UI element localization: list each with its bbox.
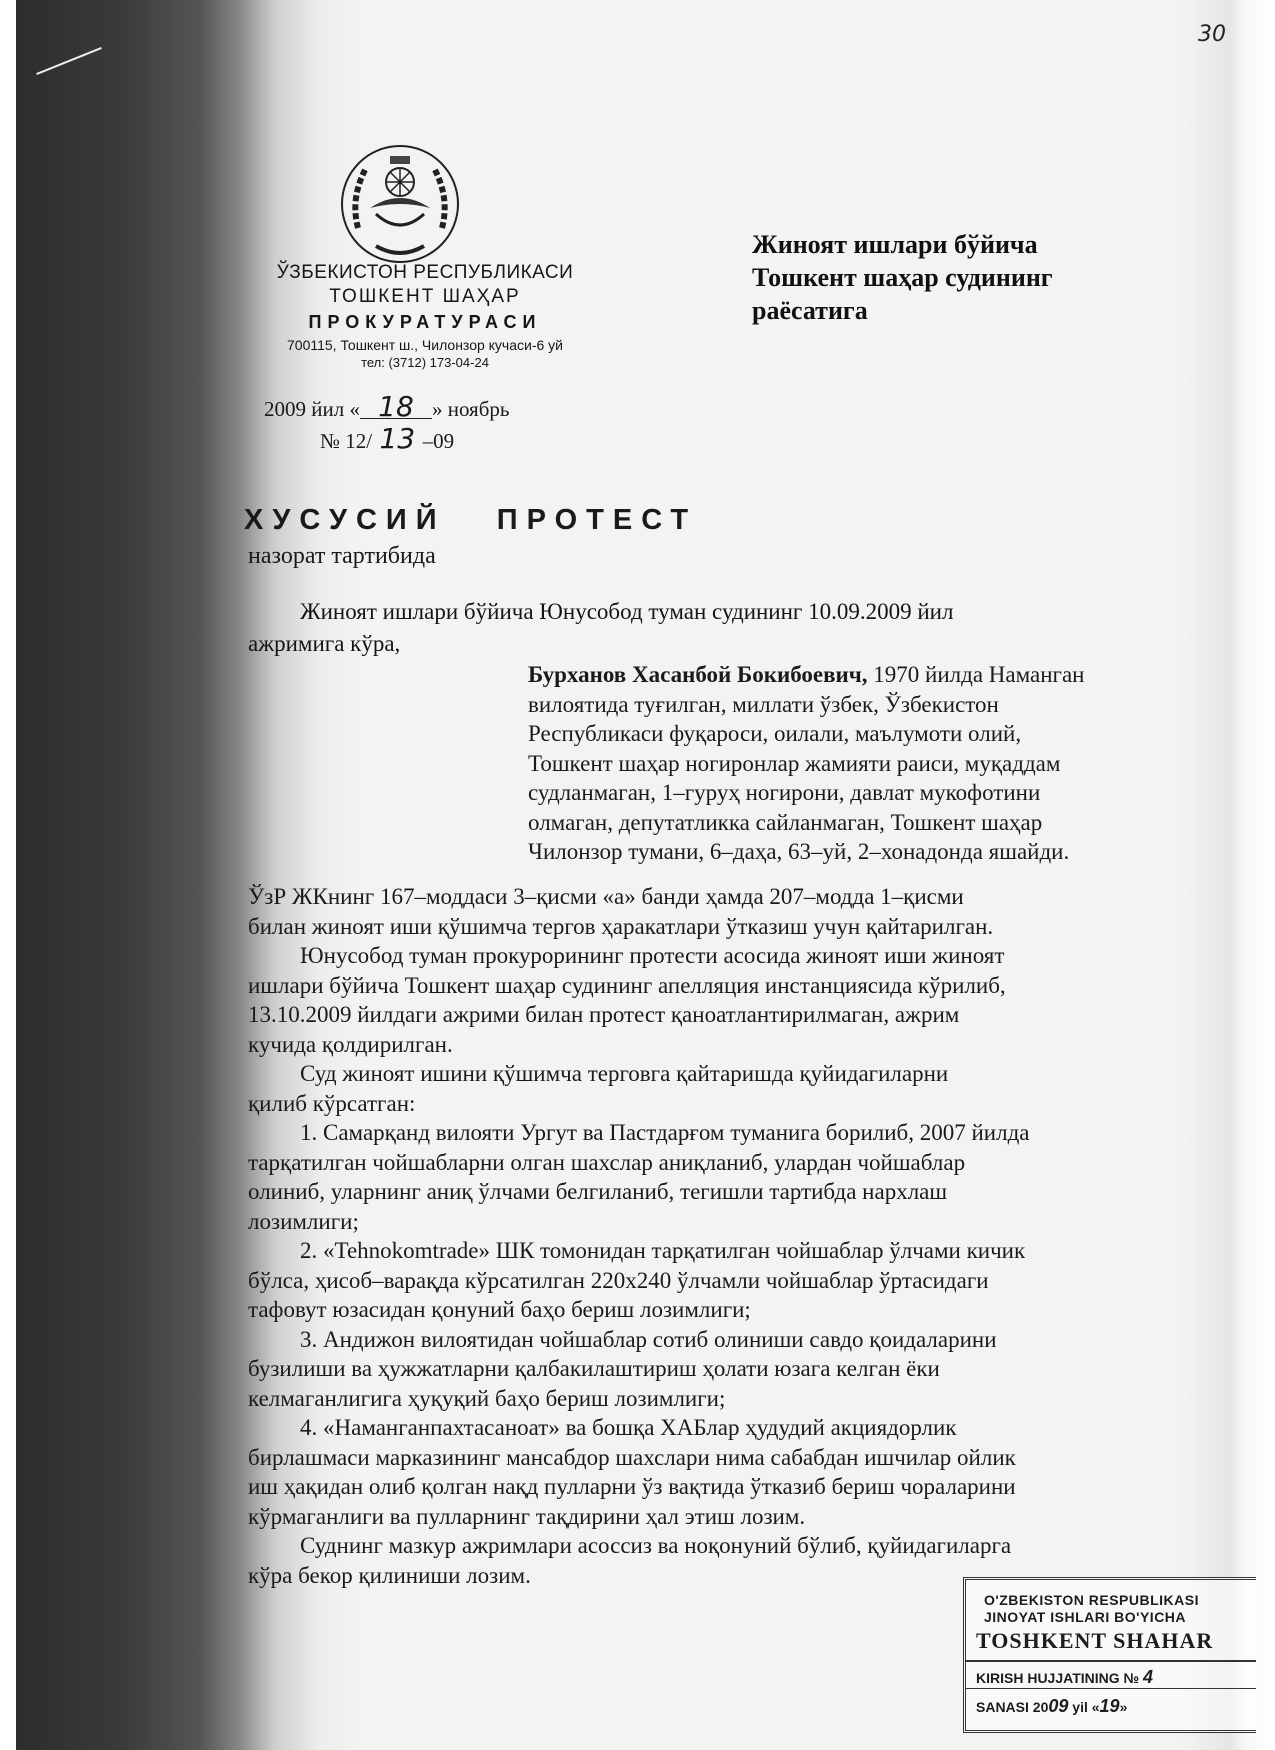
stamp-entry-handwritten: 4	[1143, 1667, 1154, 1687]
stamp-date-day-handwritten: 19	[1099, 1696, 1120, 1716]
document-number	[320, 422, 455, 455]
number-handwritten: 13	[379, 422, 416, 455]
date-day-handwritten: 18	[360, 396, 432, 419]
stamp-date-mid: yil «	[1068, 1699, 1100, 1715]
body-line: лозимлиги;	[248, 1208, 359, 1234]
number-suffix: –09	[422, 429, 455, 453]
addressee-line: Жиноят ишлари бўйича	[752, 230, 1038, 259]
document-subtitle: назорат тартибида	[248, 543, 436, 569]
stamp-line: TOSHKENT SHAHAR	[976, 1628, 1214, 1653]
document-date	[264, 390, 510, 423]
addressee-line: Тошкент шаҳар судининг	[752, 263, 1053, 292]
stamp-divider	[966, 1660, 1256, 1662]
body-line: кучида қолдирилган.	[248, 1031, 453, 1057]
body-line: ЎзР ЖКнинг 167–моддаси 3–қисми «а» банди ҳамда 207–модда 1–қисми	[248, 884, 964, 909]
date-suffix: » ноябрь	[431, 397, 510, 421]
stamp-entry-number	[976, 1667, 1153, 1688]
letterhead-phone: тел: (3712) 173-04-24	[361, 355, 489, 370]
letterhead-office: ПРОКУРАТУРАСИ	[308, 312, 542, 332]
letterhead-country: ЎЗБЕКИСТОН РЕСПУБЛИКАСИ	[276, 262, 574, 283]
pen-mark	[36, 47, 102, 75]
defendant-detail-line: Тошкент шаҳар ногиронлар жамияти раиси, муқаддам	[528, 750, 1061, 776]
defendant-details	[528, 660, 1238, 867]
addressee-line: раёсатига	[752, 296, 868, 325]
intro-line: Жиноят ишлари бўйича Юнусобод туман судининг 10.09.2009 йил	[300, 599, 954, 624]
defendant-detail-line: Чилонзор тумани, 6–даҳа, 63–уй, 2–хонадонда яшайди.	[528, 839, 1070, 864]
stamp-date-year-handwritten: 09	[1048, 1696, 1069, 1716]
defendant-detail-line: 1970 йилда Наманган	[867, 662, 1085, 687]
page-number: 30	[1198, 22, 1226, 47]
prosecutor-letterhead	[250, 262, 600, 370]
stamp-date-end: »	[1119, 1699, 1128, 1715]
body-line: иш ҳақидан олиб қолган нақд пулларни ўз вақтида ўтказиб бериш чораларини	[248, 1474, 1016, 1499]
body-line: тарқатилган чойшабларни олган шахслар аниқланиб, улардан чойшаблар	[248, 1149, 966, 1175]
number-prefix: № 12/	[320, 429, 373, 453]
registration-stamp	[963, 1577, 1256, 1733]
body-line: кўра бекор қилиниши лозим.	[248, 1562, 531, 1588]
letterhead-address: 700115, Тошкент ш., Чилонзор кучаси-6 уй	[287, 337, 563, 353]
body-line: 3. Андижон вилоятидан чойшаблар сотиб олиниши савдо қоидаларини	[300, 1326, 997, 1352]
stamp-divider	[966, 1688, 1256, 1689]
defendant-detail-line: Республикаси фуқароси, оилали, маълумоти олий,	[528, 721, 1022, 746]
protest-body	[248, 882, 1238, 1590]
defendant-detail-line: судланмаган, 1–гуруҳ ногирони, давлат мукофотини	[528, 780, 1041, 805]
body-line: Суднинг мазкур ажримлари асоссиз ва ноқонуний бўлиб, қуйидагиларга	[300, 1533, 1012, 1558]
intro-line: ажримига кўра,	[248, 631, 401, 656]
body-line: 4. «Наманганпахтасаноат» ва бошқа ХАБлар ҳудудий акциядорлик	[300, 1415, 957, 1440]
stamp-entry-label: KIRISH HUJJATINING №	[976, 1670, 1140, 1686]
stamp-line: O'ZBEKISTON RESPUBLIKASI	[984, 1592, 1199, 1608]
body-line: 2. «Tehnokomtrade» ШК томонидан тарқатилган чойшаблар ўлчами кичик	[300, 1238, 1026, 1263]
stamp-line: JINOYAT ISHLARI BO'YICHA	[984, 1609, 1187, 1625]
body-line: ишлари бўйича Тошкент шаҳар судининг апелляция инстанциясида кўрилиб,	[248, 972, 1006, 998]
addressee-block	[752, 228, 1212, 327]
body-line: олиниб, уларнинг аниқ ўлчами белгиланиб, тегишли тартибда нархлаш	[248, 1179, 948, 1204]
body-line: 13.10.2009 йилдаги ажрими билан протест қаноатлантирилмаган, ажрим	[248, 1002, 960, 1027]
body-line: тафовут юзасидан қонуний баҳо бериш лозимлиги;	[248, 1297, 751, 1322]
defendant-detail-line: вилоятида туғилган, миллати ўзбек, Ўзбекистон	[528, 691, 999, 717]
date-prefix: 2009 йил «	[264, 397, 360, 421]
body-line: бирлашмаси марказининг мансабдор шахслари нима сабабдан ишчилар ойлик	[248, 1444, 1016, 1470]
body-line: қилиб кўрсатган:	[248, 1090, 416, 1116]
stamp-date-label: SANASI 20	[976, 1699, 1049, 1715]
body-line: 1. Самарқанд вилояти Ургут ва Пастдарғом туманига борилиб, 2007 йилда	[300, 1120, 1030, 1145]
document-title: ХУСУСИЙ ПРОТЕСТ	[244, 504, 698, 536]
stamp-entry-date	[976, 1696, 1127, 1717]
scan-edge	[0, 0, 16, 1750]
letterhead-city: ТОШКЕНТ ШАҲАР	[329, 286, 521, 307]
body-line: бўлса, ҳисоб–варақда кўрсатилган 220х240 ўлчамли чойшаблар ўртасидаги	[248, 1267, 989, 1293]
body-line: Суд жиноят ишини қўшимча терговга қайтаришда қуйидагиларни	[300, 1061, 949, 1086]
body-line: кўрмаганлиги ва пулларнинг тақдирини ҳал этиш лозим.	[248, 1503, 806, 1529]
body-line: билан жиноят иши қўшимча тергов ҳаракатлари ўтказиш учун қайтарилган.	[248, 913, 994, 939]
body-line: Юнусобод туман прокурорининг протести асосида жиноят иши жиноят	[300, 943, 1005, 968]
state-emblem-icon	[336, 138, 464, 270]
body-line: келмаганлигига ҳуқуқий баҳо бериш лозимлиги;	[248, 1385, 726, 1411]
defendant-name: Бурханов Хасанбой Бокибоевич,	[528, 662, 868, 687]
defendant-detail-line: олмаган, депутатликка сайланмаган, Тошкент шаҳар	[528, 809, 1043, 835]
body-line: бузилиши ва ҳужжатларни қалбакилаштириш ҳолати юзага келган ёки	[248, 1356, 940, 1381]
